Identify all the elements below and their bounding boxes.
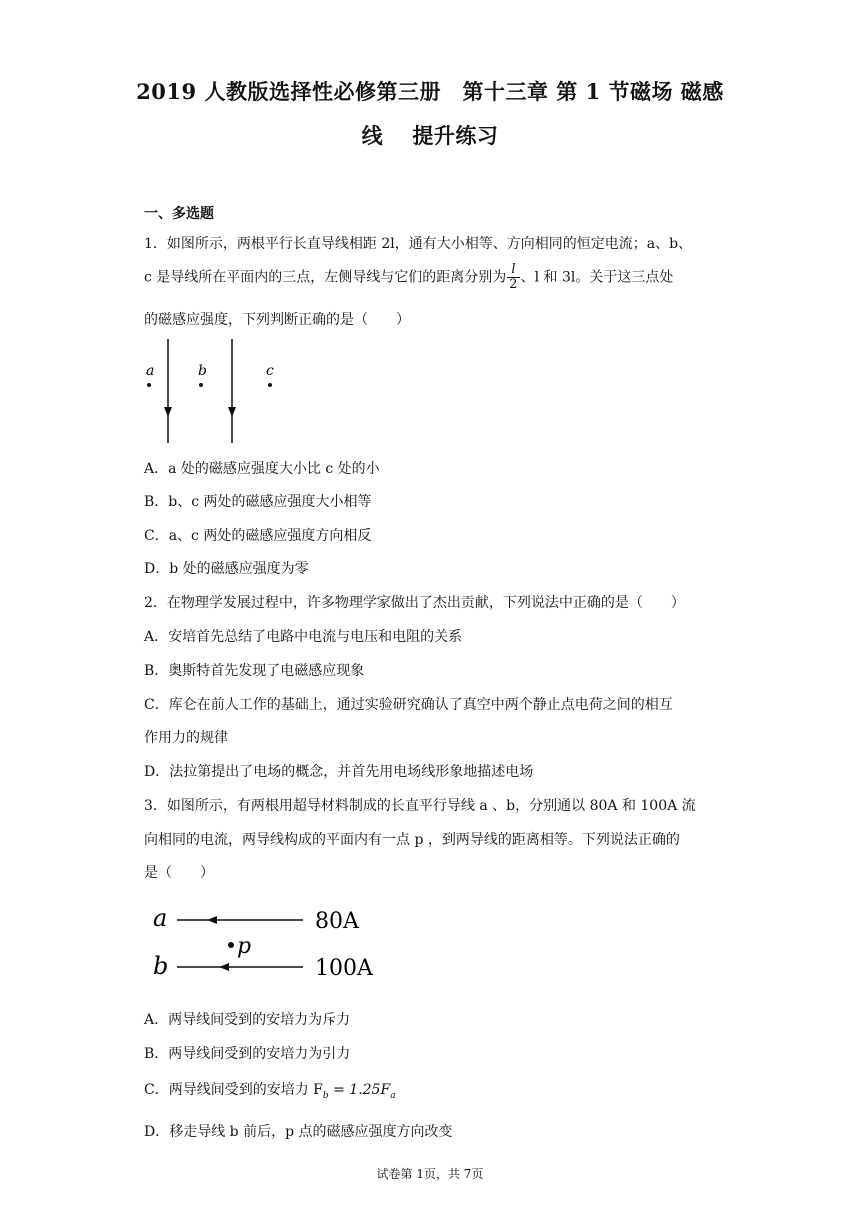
- q3-current-a: 80A: [315, 909, 359, 934]
- q3-label-b: b: [153, 952, 169, 980]
- page-title-line1: 2019 人教版选择性必修第三册 第十三章 第 1 节磁场 磁感: [136, 79, 724, 104]
- q1-option-d: D．b 处的磁感应强度为零: [144, 561, 309, 577]
- section-heading: 一、多选题: [144, 206, 214, 222]
- page-title-line2: 线 提升练习: [361, 123, 499, 148]
- q1-option-c: C．a、c 两处的磁感应强度方向相反: [144, 528, 372, 544]
- q1-label-a: a: [146, 363, 155, 379]
- page-footer: 试卷第 1页，共 7页: [376, 1167, 484, 1181]
- q1-figure: [140, 335, 290, 450]
- q3-option-c-eq: = 1.25F: [328, 1082, 391, 1098]
- q3-option-c-sub-b: b: [322, 1090, 329, 1101]
- q2-line1: 2．在物理学发展过程中，许多物理学家做出了杰出贡献，下列说法中正确的是（ ）: [144, 595, 685, 611]
- arrow-left-icon: [207, 916, 217, 924]
- q2-option-d: D．法拉第提出了电场的概念，并首先用电场线形象地描述电场: [144, 764, 534, 780]
- point-p: [228, 942, 234, 948]
- q3-line1: 3．如图所示，有两根用超导材料制成的长直平行导线 a 、b，分别通以 80A 和 100A 流: [144, 798, 696, 814]
- q1-line1: 1．如图所示，两根平行长直导线相距 2l，通有大小相等、方向相同的恒定电流；a、b、: [144, 236, 693, 252]
- q1-option-a: A．a 处的磁感应强度大小比 c 处的小: [144, 461, 380, 477]
- q3-label-p: p: [237, 934, 252, 959]
- q1-line2b: 、l 和 3l。关于这三点处: [520, 269, 674, 286]
- q2-option-a: A．安培首先总结了电路中电流与电压和电阻的关系: [144, 629, 463, 645]
- point-c: [268, 383, 272, 387]
- arrow-left-icon: [219, 963, 229, 971]
- q1-option-b: B．b、c 两处的磁感应强度大小相等: [144, 494, 372, 510]
- q3-option-c-text: C．两导线间受到的安培力 F: [144, 1082, 323, 1098]
- arrow-down-icon: [164, 407, 172, 417]
- q3-line3: 是（ ）: [144, 865, 214, 881]
- q1-fraction: [507, 263, 519, 292]
- q1-line2: [144, 263, 673, 292]
- q3-figure: [145, 893, 385, 988]
- arrow-down-icon: [228, 407, 236, 417]
- q3-option-c-sub-a: a: [390, 1090, 396, 1101]
- q1-label-b: b: [198, 363, 207, 379]
- q2-option-c: C．库仑在前人工作的基础上，通过实验研究确认了真空中两个静止点电荷之间的相互: [144, 697, 673, 713]
- point-a: [147, 383, 151, 387]
- point-b: [199, 383, 203, 387]
- q1-line3: 的磁感应强度，下列判断正确的是（ ）: [144, 312, 410, 328]
- q3-line2: 向相同的电流，两导线构成的平面内有一点 p ，到两导线的距离相等。下列说法正确的: [144, 832, 680, 848]
- q3-label-a: a: [153, 904, 168, 932]
- q3-option-c: [144, 1079, 396, 1101]
- q2-option-c-cont: 作用力的规律: [144, 730, 228, 746]
- q3-current-b: 100A: [315, 956, 373, 981]
- q1-frac-num: l: [507, 263, 519, 278]
- q3-option-d: D．移走导线 b 前后，p 点的磁感应强度方向改变: [144, 1124, 453, 1140]
- q1-line2a: c 是导线所在平面内的三点，左侧导线与它们的距离分别为: [144, 269, 507, 286]
- q1-label-c: c: [266, 363, 274, 379]
- q3-option-b: B．两导线间受到的安培力为引力: [144, 1046, 351, 1062]
- q1-frac-den: 2: [509, 277, 518, 292]
- q3-option-a: A．两导线间受到的安培力为斥力: [144, 1012, 351, 1028]
- q2-option-b: B．奥斯特首先发现了电磁感应现象: [144, 663, 365, 679]
